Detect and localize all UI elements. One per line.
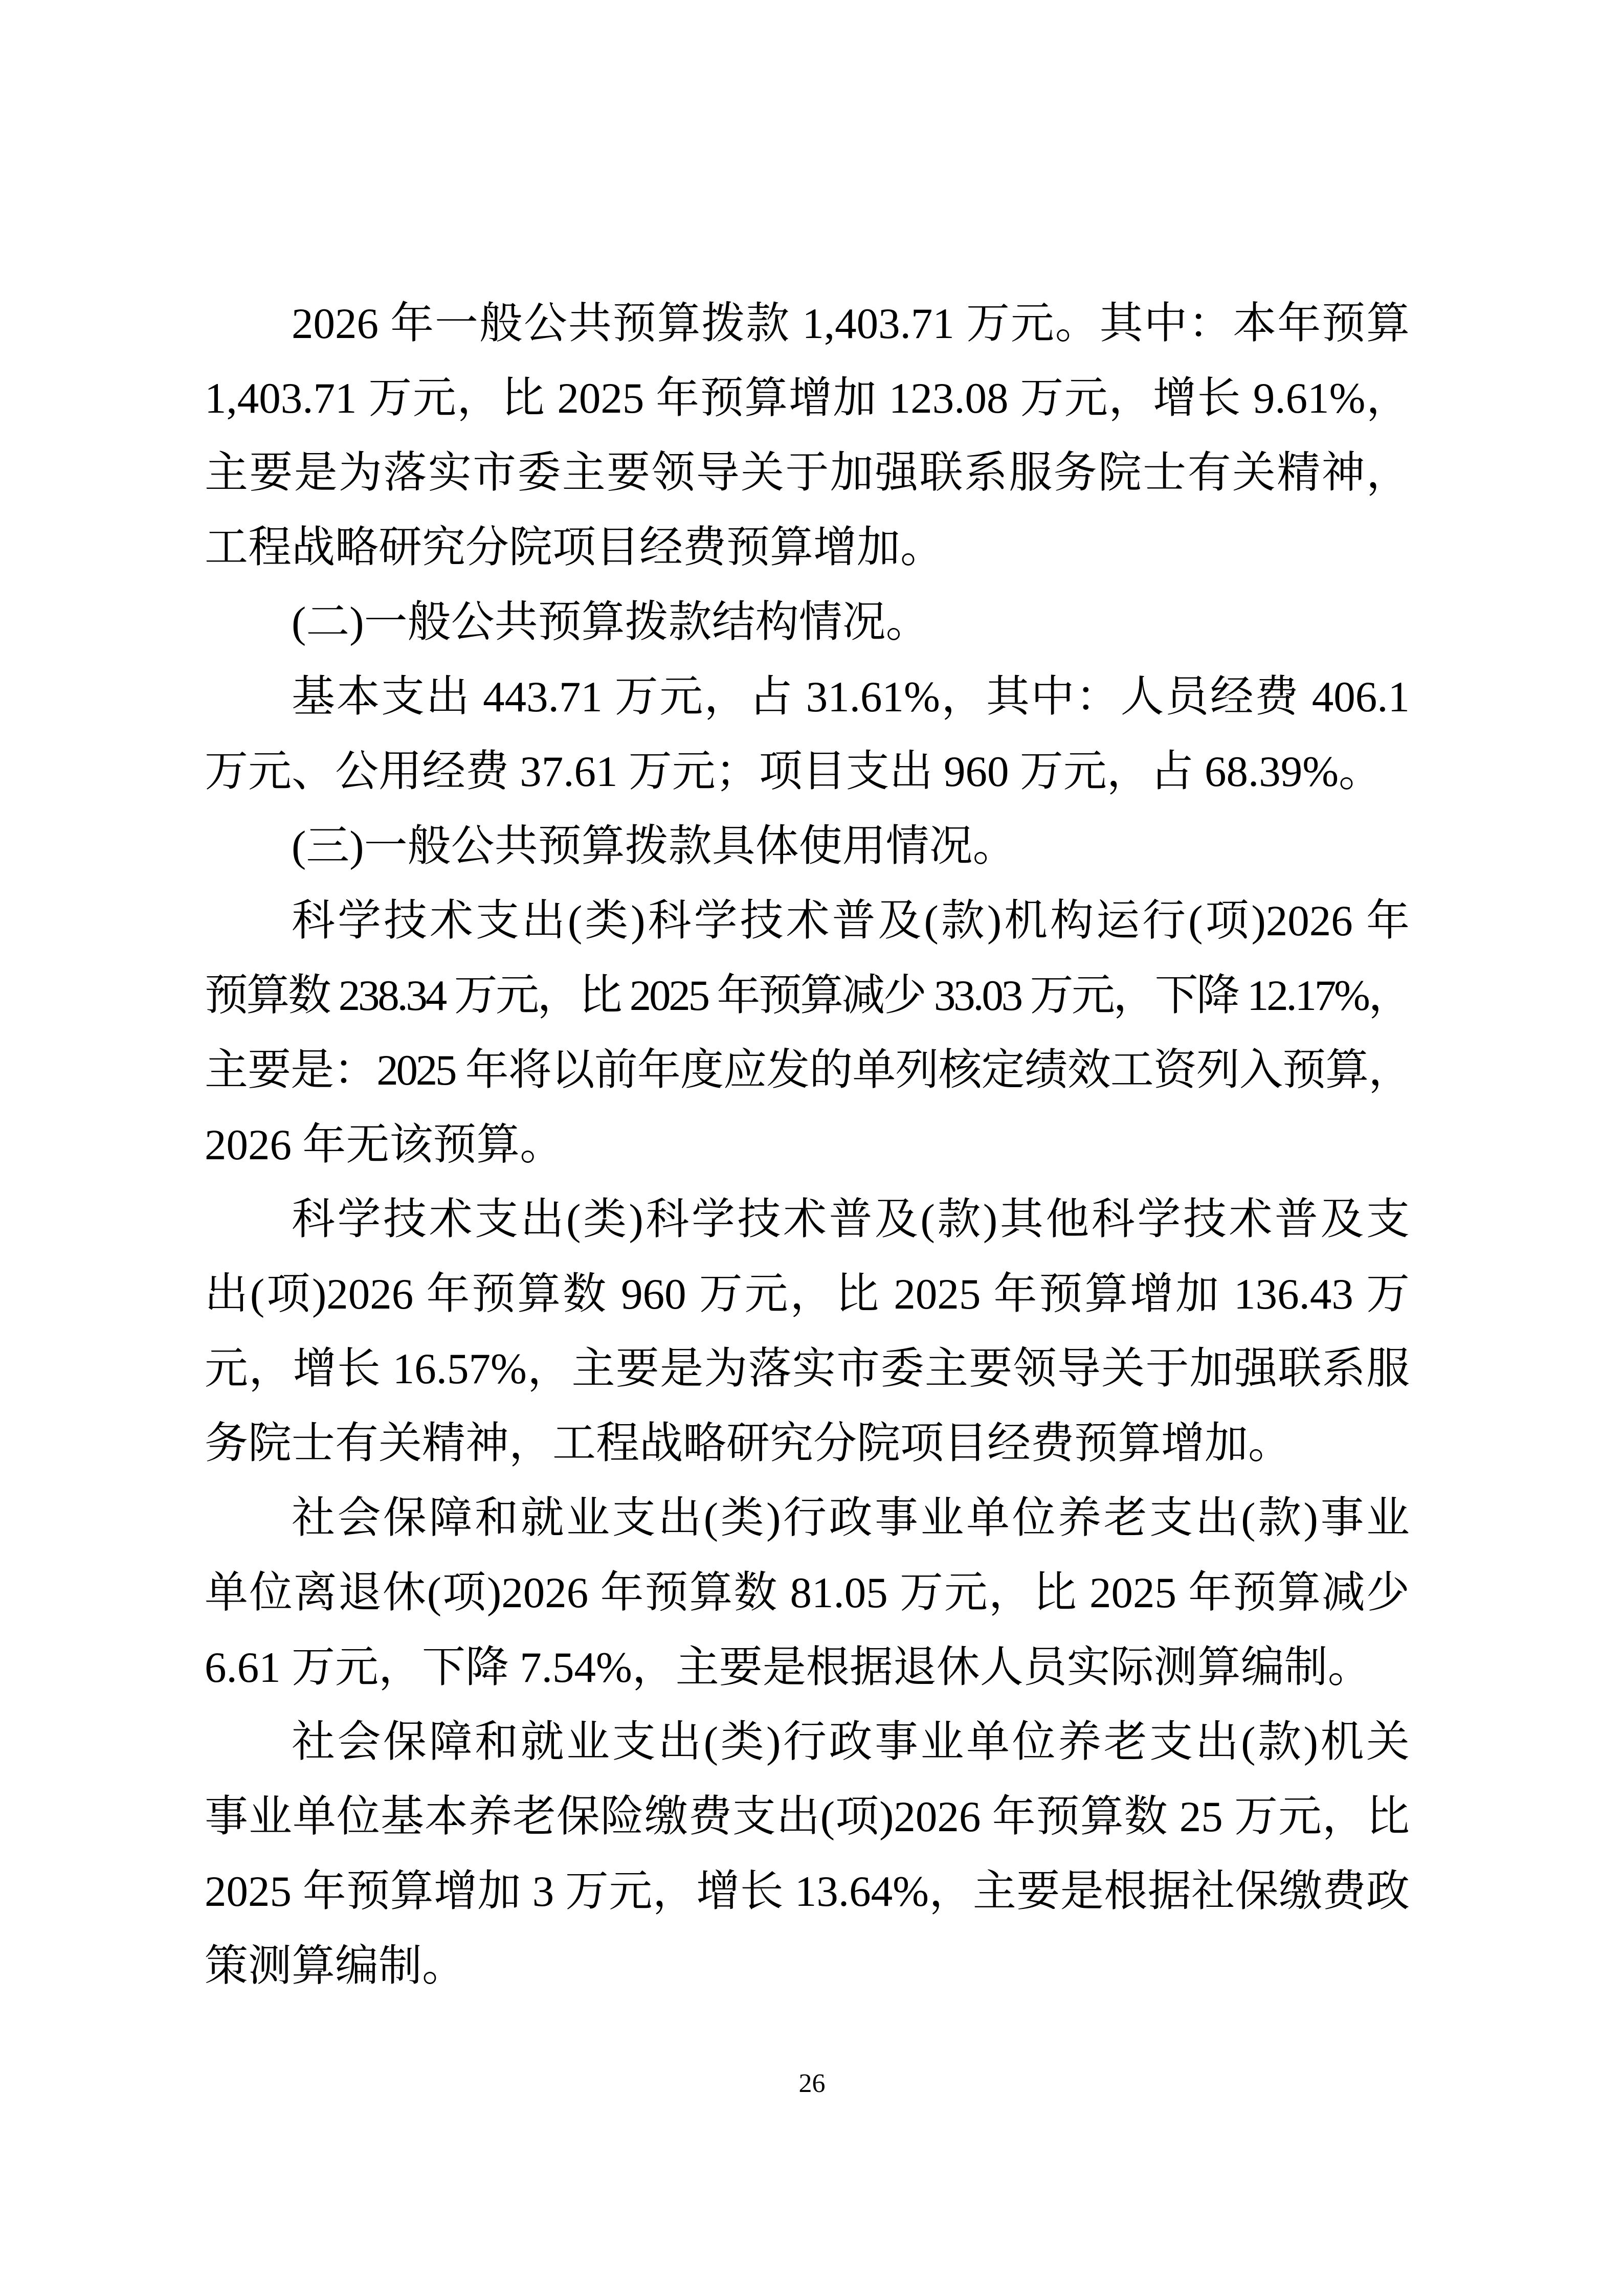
text-line: 社会保障和就业支出(类)行政事业单位养老支出(款)事业 bbox=[292, 1494, 1410, 1542]
text-line: 务院士有关精神，工程战略研究分院项目经费预算增加。 bbox=[205, 1420, 1292, 1468]
body-paragraph bbox=[205, 1481, 1410, 1705]
text-line: 2025 年预算增加 3 万元，增长 13.64%，主要是根据社保缴费政 bbox=[205, 1867, 1410, 1916]
text-line: 策测算编制。 bbox=[205, 1942, 466, 1990]
text-line: 万元、公用经费 37.61 万元；项目支出 960 万元，占 68.39%。 bbox=[205, 748, 1383, 796]
text-line: 科学技术支出(类)科学技术普及(款)其他科学技术普及支 bbox=[292, 1196, 1410, 1244]
text-line: 主要是：2025 年将以前年度应发的单列核定绩效工资列入预算， bbox=[205, 1046, 1410, 1094]
body-paragraph bbox=[205, 660, 1410, 809]
text-line: (三)一般公共预算拨款具体使用情况。 bbox=[292, 822, 1016, 870]
text-line: 出(项)2026 年预算数 960 万元，比 2025 年预算增加 136.43 万 bbox=[205, 1270, 1410, 1318]
text-line: 预算数 238.34 万元，比 2025 年预算减少 33.03 万元，下降 12.17%， bbox=[205, 972, 1410, 1020]
text-line: 6.61 万元，下降 7.54%，主要是根据退休人员实际测算编制。 bbox=[205, 1644, 1371, 1692]
text-line: 主要是为落实市委主要领导关于加强联系服务院士有关精神， bbox=[205, 449, 1410, 497]
text-line: 2026 年无该预算。 bbox=[205, 1121, 564, 1169]
document-body bbox=[205, 286, 1410, 2004]
body-paragraph bbox=[205, 1182, 1410, 1481]
text-line: 元，增长 16.57%，主要是为落实市委主要领导关于加强联系服 bbox=[205, 1345, 1410, 1393]
text-line: 工程战略研究分院项目经费预算增加。 bbox=[205, 524, 944, 572]
section-heading bbox=[205, 809, 1410, 884]
body-paragraph bbox=[205, 1705, 1410, 2004]
text-line: 1,403.71 万元，比 2025 年预算增加 123.08 万元，增长 9.61%， bbox=[205, 374, 1410, 422]
section-heading bbox=[205, 585, 1410, 660]
body-paragraph bbox=[205, 884, 1410, 1182]
text-line: 社会保障和就业支出(类)行政事业单位养老支出(款)机关 bbox=[292, 1718, 1410, 1766]
body-paragraph bbox=[205, 286, 1410, 585]
page-footer bbox=[0, 2066, 1624, 2102]
page-number: 26 bbox=[798, 2069, 826, 2098]
text-line: 2026 年一般公共预算拨款 1,403.71 万元。其中：本年预算 bbox=[292, 300, 1410, 348]
text-line: 基本支出 443.71 万元，占 31.61%，其中：人员经费 406.1 bbox=[292, 673, 1410, 721]
text-line: (二)一般公共预算拨款结构情况。 bbox=[292, 598, 929, 646]
text-line: 科学技术支出(类)科学技术普及(款)机构运行(项)2026 年 bbox=[292, 897, 1410, 945]
text-line: 事业单位基本养老保险缴费支出(项)2026 年预算数 25 万元，比 bbox=[205, 1793, 1410, 1841]
text-line: 单位离退休(项)2026 年预算数 81.05 万元，比 2025 年预算减少 bbox=[205, 1569, 1410, 1617]
